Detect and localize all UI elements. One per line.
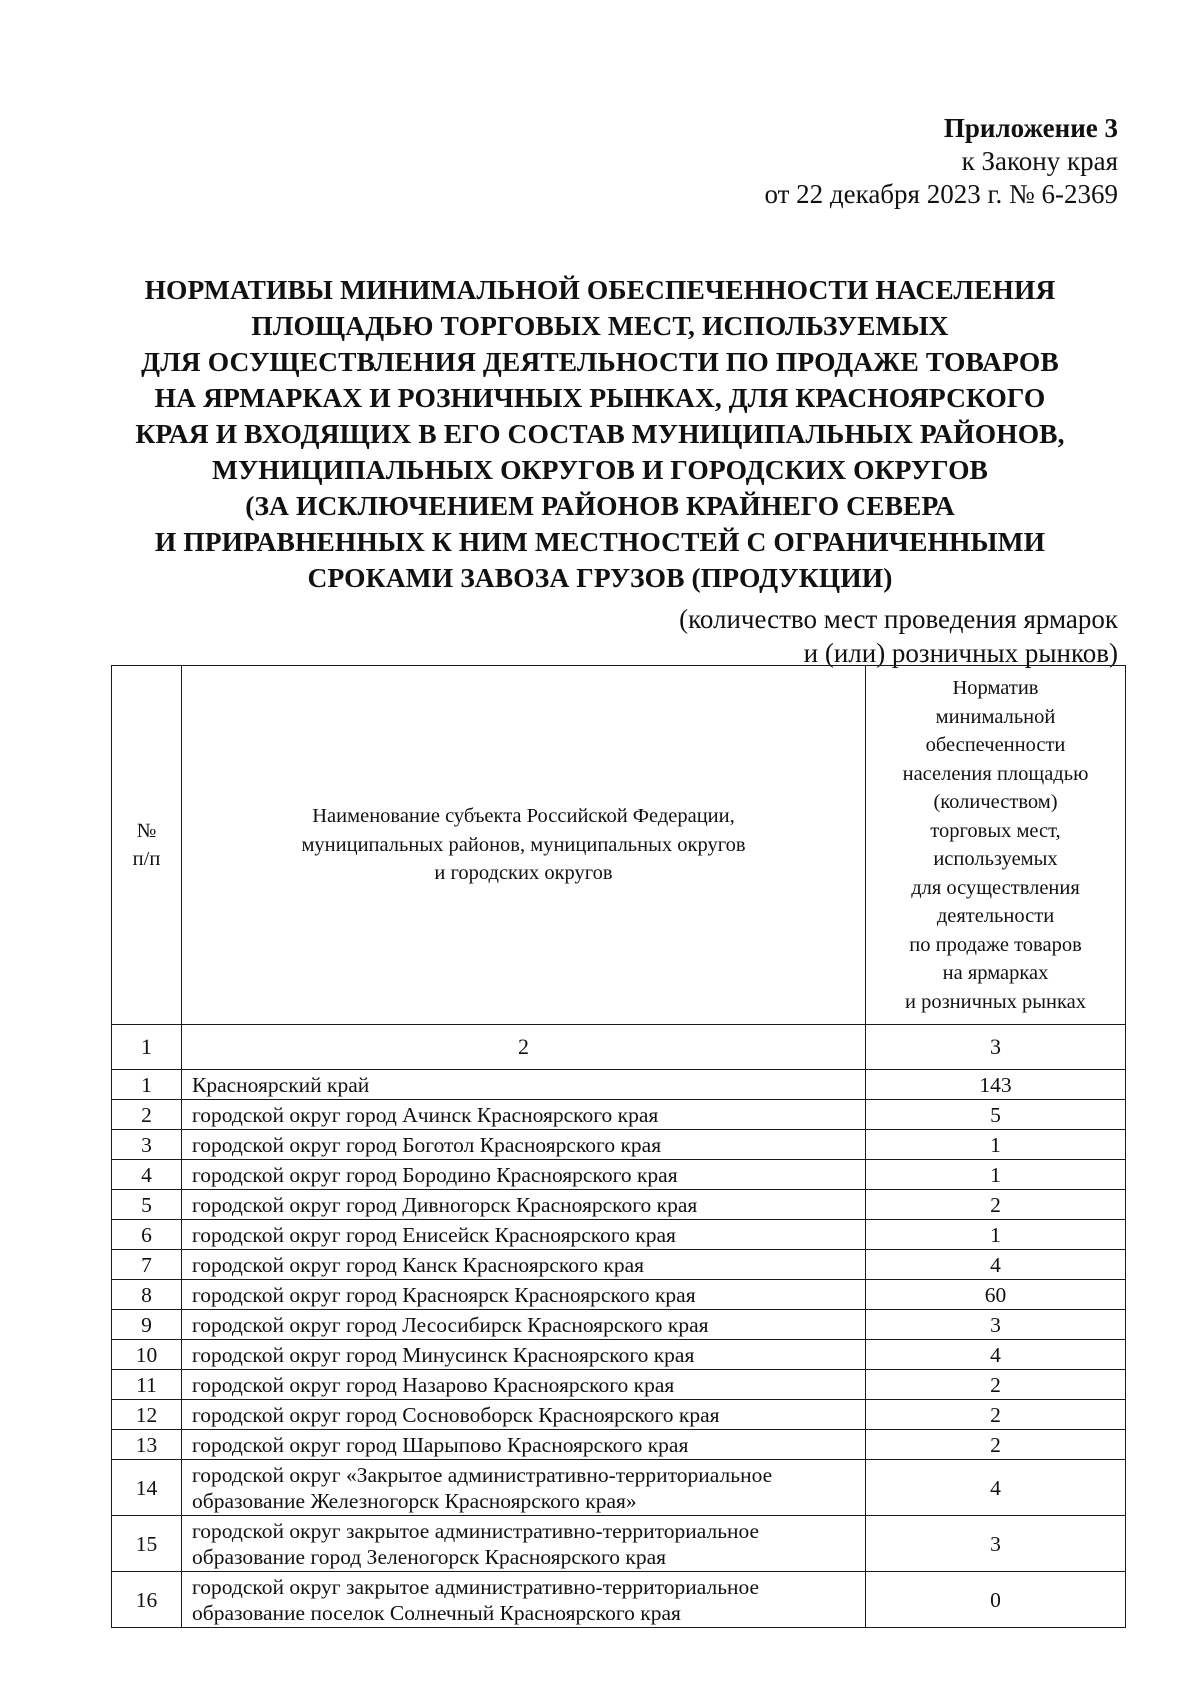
column-index-1: 1 <box>112 1025 182 1070</box>
appendix-law-reference: к Закону края <box>961 146 1118 176</box>
title-line: МУНИЦИПАЛЬНЫХ ОКРУГОВ И ГОРОДСКИХ ОКРУГОВ <box>211 454 989 485</box>
row-number: 11 <box>112 1370 182 1400</box>
table-row <box>112 1130 1126 1160</box>
row-value: 1 <box>866 1160 1126 1190</box>
header-norm-line: используемых <box>933 848 1058 870</box>
header-number-line: п/п <box>132 848 161 870</box>
row-value: 2 <box>866 1190 1126 1220</box>
title-line: СРОКАМИ ЗАВОЗА ГРУЗОВ (ПРОДУКЦИИ) <box>307 562 893 593</box>
title-line: НА ЯРМАРКАХ И РОЗНИЧНЫХ РЫНКАХ, ДЛЯ КРАСНОЯРСКОГО <box>154 382 1046 413</box>
units-note-line: (количество мест проведения ярмарок <box>679 604 1118 634</box>
header-name-line: и городских округов <box>434 862 613 885</box>
title-line: ПЛОЩАДЬЮ ТОРГОВЫХ МЕСТ, ИСПОЛЬЗУЕМЫХ <box>251 310 949 341</box>
row-value: 3 <box>866 1310 1126 1340</box>
header-number-cell <box>112 666 182 1025</box>
row-value: 4 <box>866 1250 1126 1280</box>
row-name-line: городской округ закрытое административно-территориальное <box>192 1518 760 1543</box>
row-value: 3 <box>866 1516 1126 1572</box>
header-norm-line: по продаже товаров <box>909 933 1082 956</box>
row-name-line: образование город Зеленогорск Красноярского края <box>192 1544 666 1569</box>
row-value: 4 <box>866 1340 1126 1370</box>
table-row <box>112 1250 1126 1280</box>
table-row <box>112 1340 1126 1370</box>
header-norm-line: населения площадью <box>902 762 1089 785</box>
header-name-line: Наименование субъекта Российской Федерации, <box>312 805 735 828</box>
units-note <box>679 602 1118 670</box>
row-name: городской округ город Бородино Красноярского края <box>182 1160 866 1190</box>
row-value: 60 <box>866 1280 1126 1310</box>
row-number: 15 <box>112 1516 182 1572</box>
units-note-line: и (или) розничных рынков) <box>803 638 1118 668</box>
row-value: 4 <box>866 1460 1126 1516</box>
title-line: КРАЯ И ВХОДЯЩИХ В ЕГО СОСТАВ МУНИЦИПАЛЬНЫХ РАЙОНОВ, <box>135 418 1065 449</box>
row-number: 6 <box>112 1220 182 1250</box>
row-name: городской округ город Дивногорск Красноярского края <box>182 1190 866 1220</box>
row-value: 5 <box>866 1100 1126 1130</box>
table-row <box>112 1280 1126 1310</box>
table-row <box>112 1370 1126 1400</box>
header-norm-line: на ярмарках <box>942 962 1049 984</box>
table-row <box>112 1572 1126 1628</box>
row-name-line: образование поселок Солнечный Красноярского края <box>192 1600 681 1625</box>
table-header-row <box>112 666 1126 1025</box>
row-number: 13 <box>112 1430 182 1460</box>
column-index-2: 2 <box>182 1025 866 1070</box>
header-norm-line: минимальной <box>935 705 1056 728</box>
row-name: городской округ город Лесосибирск Красноярского края <box>182 1310 866 1340</box>
table-row <box>112 1160 1126 1190</box>
row-number: 7 <box>112 1250 182 1280</box>
header-name-cell <box>182 666 866 1025</box>
header-norm-line: Норматив <box>952 677 1039 699</box>
row-number: 8 <box>112 1280 182 1310</box>
row-name <box>182 1572 866 1628</box>
row-number: 1 <box>112 1070 182 1100</box>
row-name: городской округ город Минусинск Красноярского края <box>182 1340 866 1370</box>
table-row <box>112 1516 1126 1572</box>
row-number: 10 <box>112 1340 182 1370</box>
appendix-law-date: от 22 декабря 2023 г. № 6-2369 <box>764 179 1118 209</box>
row-value: 143 <box>866 1070 1126 1100</box>
header-norm-line: обеспеченности <box>925 734 1066 756</box>
title-line: НОРМАТИВЫ МИНИМАЛЬНОЙ ОБЕСПЕЧЕННОСТИ НАСЕЛЕНИЯ <box>144 274 1056 305</box>
row-value: 1 <box>866 1220 1126 1250</box>
row-name: городской округ город Сосновоборск Красноярского края <box>182 1400 866 1430</box>
table-row <box>112 1070 1126 1100</box>
row-value: 2 <box>866 1400 1126 1430</box>
table-row <box>112 1460 1126 1516</box>
row-number: 14 <box>112 1460 182 1516</box>
title-line: И ПРИРАВНЕННЫХ К НИМ МЕСТНОСТЕЙ С ОГРАНИЧЕННЫМИ <box>154 526 1046 557</box>
row-value: 0 <box>866 1572 1126 1628</box>
row-name-line: образование Железногорск Красноярского края» <box>192 1488 637 1513</box>
row-number: 4 <box>112 1160 182 1190</box>
row-name: городской округ город Енисейск Красноярского края <box>182 1220 866 1250</box>
norms-table <box>111 665 1126 1628</box>
row-value: 2 <box>866 1430 1126 1460</box>
title-line: ДЛЯ ОСУЩЕСТВЛЕНИЯ ДЕЯТЕЛЬНОСТИ ПО ПРОДАЖЕ ТОВАРОВ <box>141 346 1059 377</box>
appendix-header <box>764 112 1118 211</box>
row-name <box>182 1460 866 1516</box>
column-index-row <box>112 1025 1126 1070</box>
header-norm-line: торговых мест, <box>930 819 1061 842</box>
table-row <box>112 1400 1126 1430</box>
row-name <box>182 1516 866 1572</box>
header-name-line: муниципальных районов, муниципальных округов <box>301 833 746 856</box>
header-norm-line: (количеством) <box>933 791 1058 813</box>
appendix-title: Приложение 3 <box>943 113 1118 143</box>
header-norm-line: деятельности <box>936 905 1055 927</box>
table-row <box>112 1310 1126 1340</box>
table-row <box>112 1430 1126 1460</box>
document-title <box>100 272 1100 596</box>
column-index-3: 3 <box>866 1025 1126 1070</box>
row-number: 9 <box>112 1310 182 1340</box>
row-name: городской округ город Ачинск Красноярского края <box>182 1100 866 1130</box>
row-value: 1 <box>866 1130 1126 1160</box>
row-value: 2 <box>866 1370 1126 1400</box>
table-row <box>112 1220 1126 1250</box>
title-line: (ЗА ИСКЛЮЧЕНИЕМ РАЙОНОВ КРАЙНЕГО СЕВЕРА <box>245 490 955 521</box>
row-name-line: городской округ «Закрытое административно-территориальное <box>192 1462 773 1487</box>
row-name: Красноярский край <box>182 1070 866 1100</box>
table-row <box>112 1100 1126 1130</box>
row-number: 3 <box>112 1130 182 1160</box>
header-norm-cell <box>866 666 1126 1025</box>
header-number-line: № <box>136 819 157 842</box>
row-number: 2 <box>112 1100 182 1130</box>
row-number: 12 <box>112 1400 182 1430</box>
row-name: городской округ город Боготол Красноярского края <box>182 1130 866 1160</box>
row-name: городской округ город Канск Красноярского края <box>182 1250 866 1280</box>
row-number: 5 <box>112 1190 182 1220</box>
header-norm-line: для осуществления <box>911 876 1080 899</box>
row-name: городской округ город Шарыпово Красноярского края <box>182 1430 866 1460</box>
table-row <box>112 1190 1126 1220</box>
row-name: городской округ город Назарово Красноярского края <box>182 1370 866 1400</box>
header-norm-line: и розничных рынках <box>904 990 1087 1013</box>
row-number: 16 <box>112 1572 182 1628</box>
row-name-line: городской округ закрытое административно-территориальное <box>192 1574 760 1599</box>
row-name: городской округ город Красноярск Красноярского края <box>182 1280 866 1310</box>
